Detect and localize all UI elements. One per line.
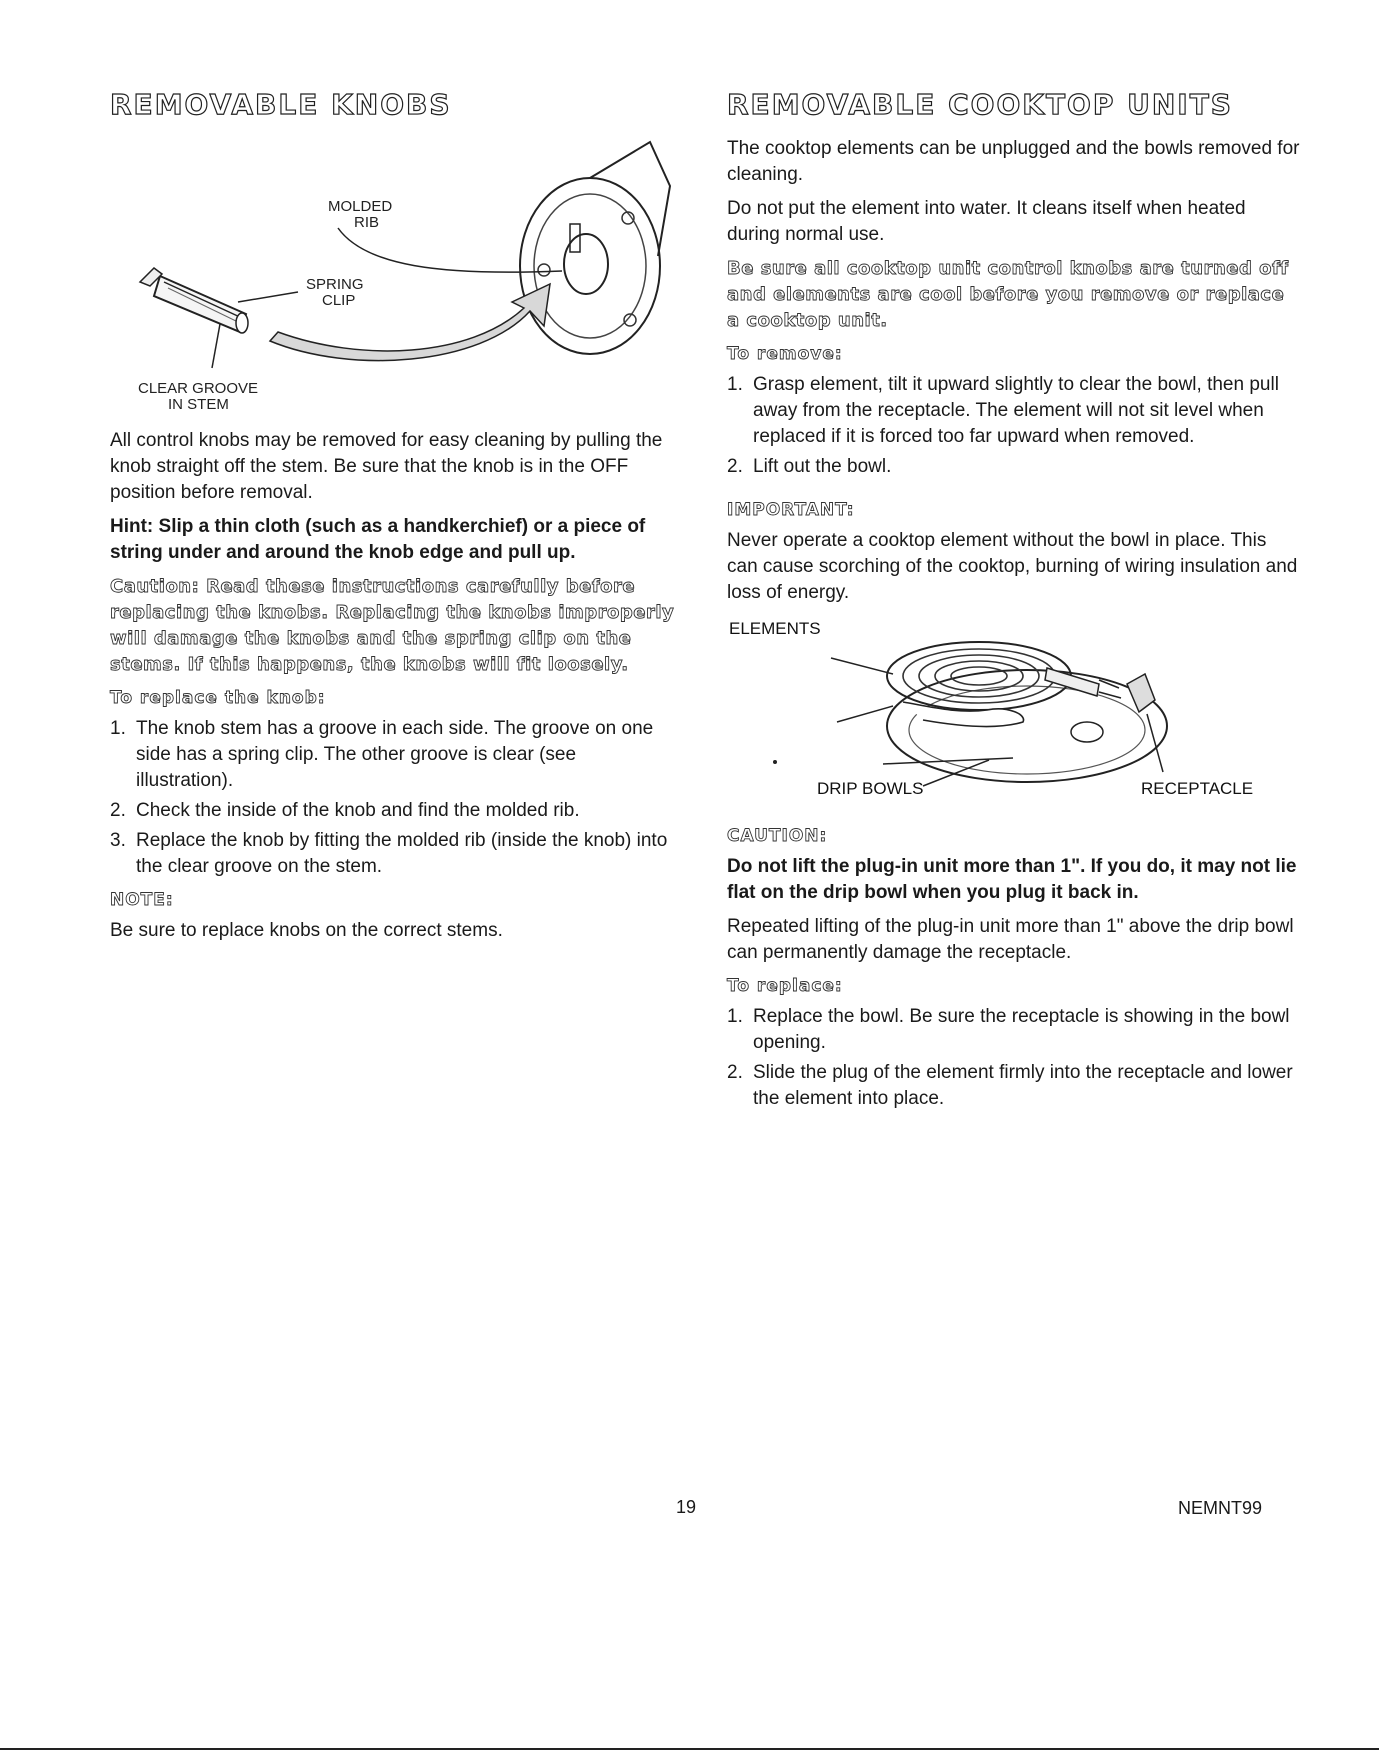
list-item: 2. Slide the plug of the element firmly into the receptacle and lower the element into place. (727, 1062, 1293, 1109)
note-text: Be sure to replace knobs on the correct stems. (110, 920, 503, 941)
cooktop-p1: The cooktop elements can be unplugged and the bowls removed for cleaning. (727, 138, 1300, 185)
right-column (727, 88, 1302, 1120)
list-item: 3. Replace the knob by fitting the molded rib (inside the knob) into the clear groove on the stem. (110, 830, 668, 877)
document-code: NEMNT99 (1178, 1498, 1263, 1518)
label-receptacle: RECEPTACLE (1141, 779, 1254, 798)
list-item: 2. Check the inside of the knob and find the molded rib. (110, 800, 580, 821)
caution-text-1: Do not lift the plug-in unit more than 1". If you do, it may not lie flat on the drip bowl when you plug it back in. (727, 856, 1297, 903)
list-item: 2. Lift out the bowl. (727, 456, 892, 477)
important-text: Never operate a cooktop element without the bowl in place. This can cause scorching of the cooktop, burning of wiring insulation and loss of energy. (727, 530, 1298, 603)
replace-knob-title: To replace the knob: (110, 688, 326, 708)
remove-title: To remove: (727, 344, 843, 364)
label-spring: SPRING (306, 276, 364, 293)
knobs-caution: Caution: Read these instructions carefully before replacing the knobs. Replacing the knobs improperly will damage the knobs and the spring clip on the stems. If this happens, the knobs will fit loosely. (110, 576, 675, 675)
label-clip: CLIP (322, 292, 356, 309)
caution-text-2: Repeated lifting of the plug-in unit more than 1" above the drip bowl can permanently damage the receptacle. (727, 916, 1294, 963)
label-rib: RIB (354, 214, 380, 231)
note-title: NOTE: (110, 890, 174, 910)
bottom-rule (0, 1748, 1379, 1750)
label-drip-bowls: DRIP BOWLS (817, 779, 924, 798)
remove-steps (727, 372, 1302, 480)
list-item: 1. The knob stem has a groove in each side. The groove on one side has a spring clip. The other groove is clear (see illustration). (110, 718, 654, 791)
important-title: IMPORTANT: (727, 500, 855, 520)
knobs-intro: All control knobs may be removed for easy cleaning by pulling the knob straight off the stem. Be sure that the knob is in the OFF position before removal. (110, 430, 663, 503)
knob-drawing (110, 136, 675, 406)
page-number: 19 (676, 1497, 697, 1517)
label-molded: MOLDED (328, 198, 393, 215)
list-item: 1. Replace the bowl. Be sure the receptacle is showing in the bowl opening. (727, 1006, 1290, 1053)
label-clear-groove: CLEAR GROOVE (138, 380, 259, 397)
label-in-stem: IN STEM (168, 396, 229, 413)
replace-title: To replace: (727, 976, 843, 996)
removable-knobs-heading: REMOVABLE KNOBS (110, 88, 452, 121)
removable-cooktop-heading: REMOVABLE COOKTOP UNITS (727, 88, 1233, 121)
cooktop-p2: Do not put the element into water. It cleans itself when heated during normal use. (727, 198, 1246, 245)
knob-illustration (110, 136, 675, 413)
replace-steps (727, 1004, 1302, 1112)
caution-title: CAUTION: (727, 826, 828, 846)
cooktop-warning: Be sure all cooktop unit control knobs are turned off and elements are cool before you remove or replace a cooktop unit. (727, 258, 1289, 331)
knobs-hint: Hint: Slip a thin cloth (such as a handkerchief) or a piece of string under and around the knob edge and pull up. (110, 516, 646, 563)
label-elements: ELEMENTS (729, 619, 821, 638)
list-item: 1. Grasp element, tilt it upward slightly to clear the bowl, then pull away from the receptacle. The element will not sit level when replaced if it is forced too far upward when removed. (727, 374, 1279, 447)
left-column (110, 88, 675, 952)
cooktop-illustration (727, 614, 1302, 810)
replace-knob-steps (110, 716, 675, 880)
